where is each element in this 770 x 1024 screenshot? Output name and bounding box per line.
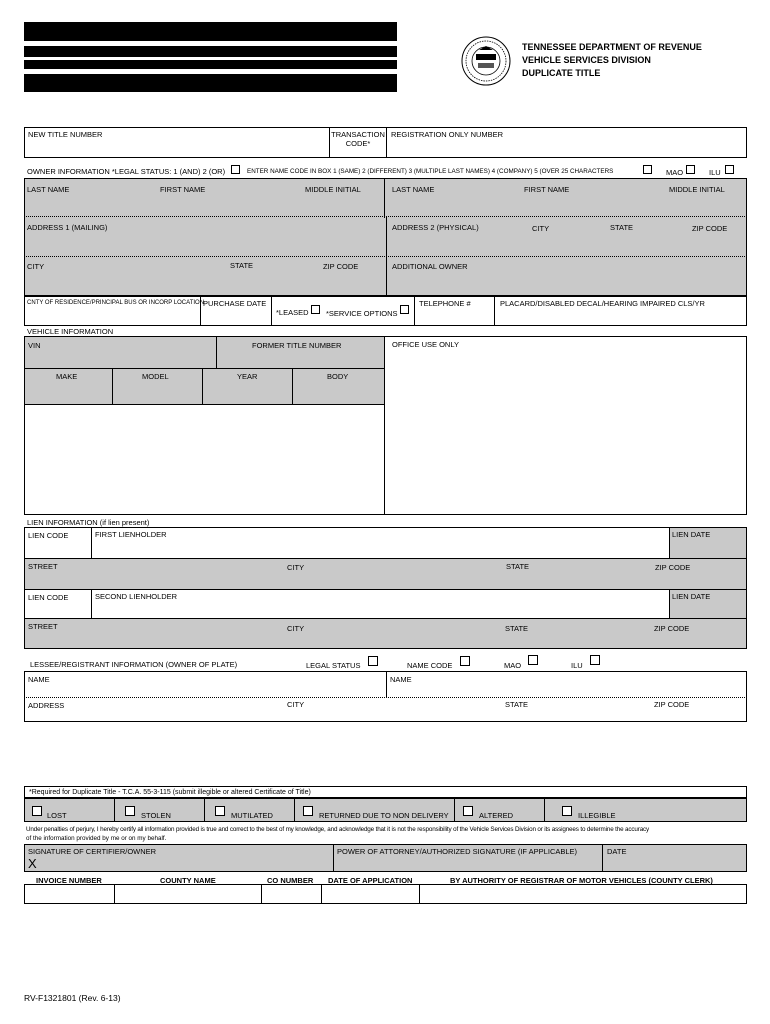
lessee-name-1-label: NAME bbox=[28, 675, 50, 684]
state-seal-icon bbox=[461, 36, 511, 86]
name-code-instructions: ENTER NAME CODE IN BOX 1 (SAME) 2 (DIFFERENT) 3 (MULTIPLE LAST NAMES) 4 (COMPANY) 5 (OVER 25 CHARACTERS bbox=[247, 168, 614, 175]
second-lienholder-label: SECOND LIENHOLDER bbox=[95, 592, 178, 601]
lessee-name-code-checkbox[interactable] bbox=[460, 656, 470, 666]
lien1-zip-label: ZIP CODE bbox=[655, 563, 691, 572]
make-label: MAKE bbox=[56, 372, 78, 381]
owner2-first-name-label: FIRST NAME bbox=[524, 185, 570, 194]
signature-field[interactable] bbox=[40, 856, 330, 871]
lessee-name-2-label: NAME bbox=[390, 675, 412, 684]
vin-label: VIN bbox=[28, 341, 41, 350]
lessee-legal-status-label: LEGAL STATUS bbox=[306, 661, 361, 670]
mutilated-label: MUTILATED bbox=[231, 811, 273, 820]
lessee-address-label: ADDRESS bbox=[28, 701, 65, 710]
leased-label: *LEASED bbox=[276, 308, 309, 317]
service-options-checkbox[interactable] bbox=[400, 305, 409, 314]
telephone-label: TELEPHONE # bbox=[419, 299, 471, 308]
invoice-number-label: INVOICE NUMBER bbox=[36, 876, 102, 885]
address2-state-label: STATE bbox=[610, 223, 634, 232]
lessee-state-label: STATE bbox=[505, 700, 529, 709]
signature-label: SIGNATURE OF CERTIFIER/OWNER bbox=[28, 847, 157, 856]
lessee-ilu-checkbox[interactable] bbox=[590, 655, 600, 665]
mutilated-checkbox[interactable] bbox=[215, 806, 225, 816]
signature-x-mark: X bbox=[28, 856, 37, 871]
county-name-label: COUNTY NAME bbox=[160, 876, 216, 885]
first-lienholder-label: FIRST LIENHOLDER bbox=[95, 530, 167, 539]
leased-checkbox[interactable] bbox=[311, 305, 320, 314]
lost-checkbox[interactable] bbox=[32, 806, 42, 816]
lien2-zip-label: ZIP CODE bbox=[654, 624, 690, 633]
stolen-checkbox[interactable] bbox=[125, 806, 135, 816]
returned-label: RETURNED DUE TO NON DELIVERY bbox=[319, 811, 449, 820]
dept-title: TENNESSEE DEPARTMENT OF REVENUE bbox=[522, 42, 702, 52]
address2-zip-label: ZIP CODE bbox=[692, 224, 728, 233]
lessee-mao-checkbox[interactable] bbox=[528, 655, 538, 665]
owner1-middle-initial-label: MIDDLE INITIAL bbox=[305, 185, 361, 194]
placard-label: PLACARD/DISABLED DECAL/HEARING IMPAIRED CLS/YR bbox=[500, 299, 705, 308]
co-number-label: CO NUMBER bbox=[267, 876, 314, 885]
altered-label: ALTERED bbox=[479, 811, 514, 820]
perjury-statement-1: Under penalties of perjury, I hereby certify all information provided is true and correct to the best of my knowledge, and acknowledge that it is not the responsibility of the Vehicle Services Division or its assignees to determine the accuracy bbox=[26, 826, 650, 833]
lien-code-1-label: LIEN CODE bbox=[28, 531, 69, 540]
lien2-street-label: STREET bbox=[28, 622, 58, 631]
county-residence-label: CNTY OF RESIDENCE/PRINCIPAL BUS OR INCORP LOCATION bbox=[27, 300, 205, 306]
illegible-label: ILLEGIBLE bbox=[578, 811, 616, 820]
ilu-checkbox[interactable] bbox=[725, 165, 734, 174]
registration-only-label: REGISTRATION ONLY NUMBER bbox=[391, 130, 504, 139]
registrar-authority-label: BY AUTHORITY OF REGISTRAR OF MOTOR VEHICLES (COUNTY CLERK) bbox=[450, 876, 713, 885]
name-code-checkbox[interactable] bbox=[643, 165, 652, 174]
mao-checkbox[interactable] bbox=[686, 165, 695, 174]
division-title: VEHICLE SERVICES DIVISION bbox=[522, 55, 651, 65]
date-of-application-label: DATE OF APPLICATION bbox=[328, 876, 413, 885]
poa-label: POWER OF ATTORNEY/AUTHORIZED SIGNATURE (IF APPLICABLE) bbox=[337, 847, 578, 856]
lien1-street-label: STREET bbox=[28, 562, 58, 571]
lost-label: LOST bbox=[47, 811, 67, 820]
returned-checkbox[interactable] bbox=[303, 806, 313, 816]
address1-label: ADDRESS 1 (MAILING) bbox=[27, 223, 108, 232]
additional-owner-label: ADDITIONAL OWNER bbox=[392, 262, 468, 271]
model-label: MODEL bbox=[142, 372, 169, 381]
altered-checkbox[interactable] bbox=[463, 806, 473, 816]
perjury-statement-2: of the information provided by me or on my behalf. bbox=[26, 835, 167, 842]
lessee-name-code-label: NAME CODE bbox=[407, 661, 453, 670]
body-label: BODY bbox=[327, 372, 349, 381]
lien-code-2-label: LIEN CODE bbox=[28, 593, 69, 602]
ilu-label: ILU bbox=[709, 168, 721, 177]
form-title: DUPLICATE TITLE bbox=[522, 68, 601, 78]
header-bar-2 bbox=[24, 46, 397, 57]
header-bar-3 bbox=[24, 60, 397, 69]
lessee-legal-status-checkbox[interactable] bbox=[368, 656, 378, 666]
lien2-city-label: CITY bbox=[287, 624, 305, 633]
illegible-checkbox[interactable] bbox=[562, 806, 572, 816]
new-title-number-field[interactable] bbox=[24, 140, 329, 158]
new-title-number-label: NEW TITLE NUMBER bbox=[28, 130, 103, 139]
header-bar-1 bbox=[24, 22, 397, 41]
duplicate-required-label: *Required for Duplicate Title - T.C.A. 55-3-115 (submit illegible or altered Certificate of Title) bbox=[29, 789, 311, 796]
transaction-code-label: TRANSACTION CODE* bbox=[331, 130, 385, 148]
year-label: YEAR bbox=[237, 372, 258, 381]
legal-status-checkbox[interactable] bbox=[231, 165, 240, 174]
owner1-first-name-label: FIRST NAME bbox=[160, 185, 206, 194]
admin-row bbox=[24, 884, 747, 904]
lien-date-2-label: LIEN DATE bbox=[672, 592, 711, 601]
lessee-ilu-label: ILU bbox=[571, 661, 583, 670]
former-title-label: FORMER TITLE NUMBER bbox=[252, 341, 342, 350]
lien-date-1-label: LIEN DATE bbox=[672, 530, 711, 539]
owner-state-label: STATE bbox=[230, 261, 254, 270]
lien1-state-label: STATE bbox=[506, 562, 530, 571]
lien1-city-label: CITY bbox=[287, 563, 305, 572]
mao-label: MAO bbox=[666, 168, 684, 177]
header-bar-4 bbox=[24, 74, 397, 92]
lessee-zip-label: ZIP CODE bbox=[654, 700, 690, 709]
address2-label: ADDRESS 2 (PHYSICAL) bbox=[392, 223, 479, 232]
owner1-last-name-label: LAST NAME bbox=[27, 185, 70, 194]
address2-city-label: CITY bbox=[532, 224, 550, 233]
lien2-state-label: STATE bbox=[505, 624, 529, 633]
owner2-middle-initial-label: MIDDLE INITIAL bbox=[669, 185, 725, 194]
purchase-date-label: PURCHASE DATE bbox=[203, 299, 267, 308]
signature-date-label: DATE bbox=[607, 847, 627, 856]
owner-city-label: CITY bbox=[27, 262, 45, 271]
lessee-info-label: LESSEE/REGISTRANT INFORMATION (OWNER OF PLATE) bbox=[30, 660, 238, 669]
owner-zip-label: ZIP CODE bbox=[323, 262, 359, 271]
lessee-mao-label: MAO bbox=[504, 661, 522, 670]
office-use-label: OFFICE USE ONLY bbox=[392, 340, 459, 349]
vehicle-info-label: VEHICLE INFORMATION bbox=[27, 327, 114, 336]
service-options-label: *SERVICE OPTIONS bbox=[326, 309, 398, 318]
lessee-city-label: CITY bbox=[287, 700, 305, 709]
owner2-last-name-label: LAST NAME bbox=[392, 185, 435, 194]
form-id: RV-F1321801 (Rev. 6-13) bbox=[24, 993, 121, 1003]
lien-info-label: LIEN INFORMATION (if lien present) bbox=[27, 518, 150, 527]
owner-info-label: OWNER INFORMATION *LEGAL STATUS: 1 (AND) 2 (OR) bbox=[27, 167, 226, 176]
stolen-label: STOLEN bbox=[141, 811, 171, 820]
